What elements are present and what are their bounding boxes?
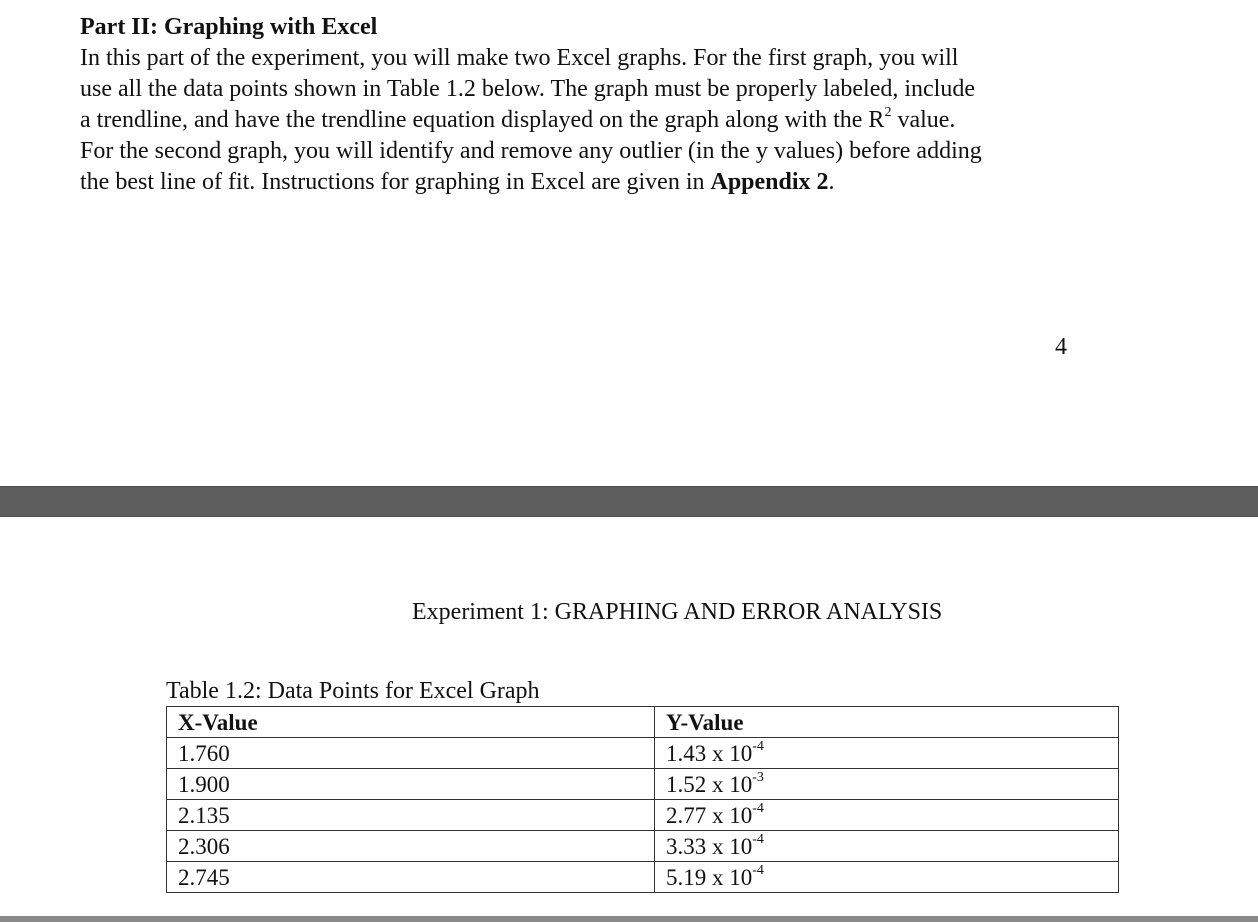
table-row bbox=[167, 831, 1119, 862]
paragraph-line: use all the data points shown in Table 1.2 below. The graph must be properly labeled, include bbox=[80, 76, 975, 102]
page-number: 4 bbox=[1055, 334, 1067, 360]
section-heading: Part II: Graphing with Excel bbox=[80, 14, 378, 40]
page-bottom-edge bbox=[0, 916, 1258, 922]
paragraph-line: a trendline, and have the trendline equation displayed on the graph along with the $R^2$ value. bbox=[80, 105, 956, 133]
paragraph-line: For the second graph, you will identify and remove any outlier (in the y values) before adding bbox=[80, 138, 982, 164]
table-header-row bbox=[167, 707, 1119, 738]
y-value-cell: 5.19 x $10^{-4}$ bbox=[655, 862, 1119, 893]
x-value-header: X-Value bbox=[167, 707, 655, 738]
x-value-cell: 1.760 bbox=[167, 738, 655, 769]
table-row bbox=[167, 862, 1119, 893]
paragraph-line: In this part of the experiment, you will make two Excel graphs. For the first graph, you will bbox=[80, 45, 959, 71]
page-separator bbox=[0, 486, 1258, 517]
y-value-header: Y-Value bbox=[655, 707, 1119, 738]
y-value-cell: 2.77 x $10^{-4}$ bbox=[655, 800, 1119, 831]
y-value-cell: 3.33 x $10^{-4}$ bbox=[655, 831, 1119, 862]
x-value-cell: 2.745 bbox=[167, 862, 655, 893]
table-row bbox=[167, 769, 1119, 800]
paragraph-line: the best line of fit. Instructions for graphing in Excel are given in Appendix 2. bbox=[80, 169, 835, 195]
table-row bbox=[167, 800, 1119, 831]
x-value-cell: 2.135 bbox=[167, 800, 655, 831]
intro-paragraph bbox=[80, 43, 1080, 198]
y-value-cell: 1.52 x $10^{-3}$ bbox=[655, 769, 1119, 800]
x-value-cell: 1.900 bbox=[167, 769, 655, 800]
table-caption: Table 1.2: Data Points for Excel Graph bbox=[166, 678, 540, 704]
table-row bbox=[167, 738, 1119, 769]
r-squared-superscript: 2 bbox=[884, 105, 892, 120]
y-value-cell: 1.43 x $10^{-4}$ bbox=[655, 738, 1119, 769]
appendix-reference: Appendix 2 bbox=[710, 169, 829, 195]
data-points-table bbox=[166, 706, 1119, 893]
x-value-cell: 2.306 bbox=[167, 831, 655, 862]
running-header: Experiment 1: GRAPHING AND ERROR ANALYSIS bbox=[412, 599, 943, 625]
